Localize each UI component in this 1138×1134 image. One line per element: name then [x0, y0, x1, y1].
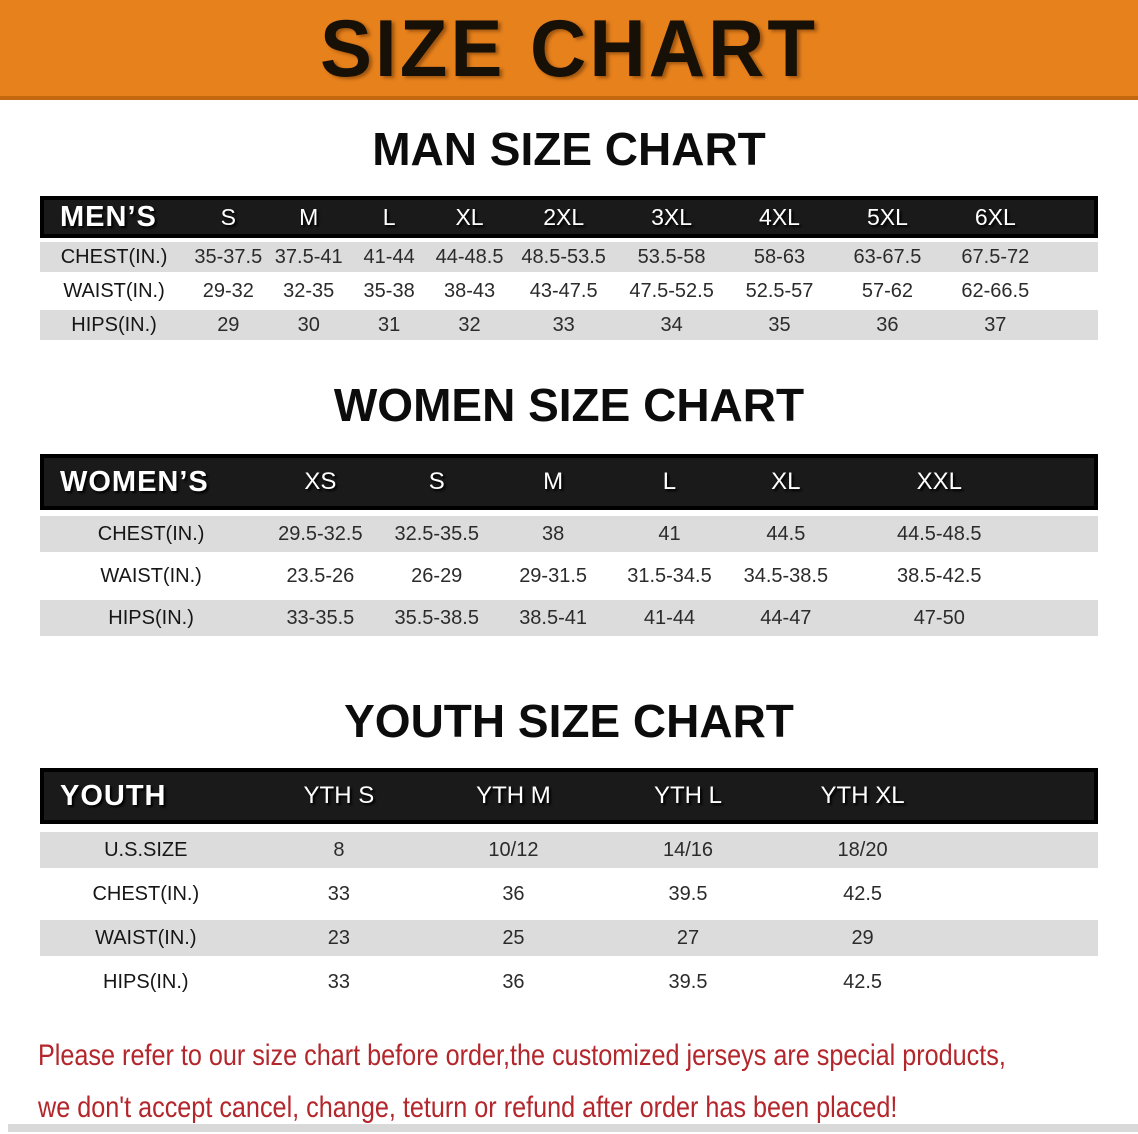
row-label: HIPS(IN.) — [40, 964, 252, 1000]
value-cell: 26-29 — [379, 558, 495, 594]
spacer-cell — [1034, 516, 1098, 552]
table-row — [40, 558, 1098, 594]
value-cell: 32.5-35.5 — [379, 516, 495, 552]
spacer-cell — [1049, 242, 1098, 272]
value-cell: 38.5-42.5 — [844, 558, 1034, 594]
women-header-row — [40, 454, 1098, 510]
spacer-cell — [1034, 454, 1098, 510]
value-cell: 18/20 — [775, 832, 950, 868]
col-header: 2XL — [510, 196, 618, 238]
value-cell: 33-35.5 — [262, 600, 378, 636]
col-header: 3XL — [618, 196, 726, 238]
value-cell: 35-38 — [349, 276, 429, 306]
value-cell: 23.5-26 — [262, 558, 378, 594]
value-cell: 63-67.5 — [833, 242, 941, 272]
spacer-cell — [950, 768, 1098, 824]
value-cell: 48.5-53.5 — [510, 242, 618, 272]
col-header: XS — [262, 454, 378, 510]
value-cell: 29 — [188, 310, 268, 340]
spacer-cell — [950, 876, 1098, 912]
value-cell: 27 — [601, 920, 776, 956]
value-cell: 23 — [252, 920, 427, 956]
women-section-heading: WOMEN SIZE CHART — [333, 379, 805, 431]
value-cell: 42.5 — [775, 876, 950, 912]
value-cell: 29-32 — [188, 276, 268, 306]
spacer-cell — [1049, 310, 1098, 340]
value-cell: 53.5-58 — [618, 242, 726, 272]
youth-size-table — [40, 760, 1098, 1008]
men-corner-label: MEN’S — [40, 196, 188, 238]
row-label: WAIST(IN.) — [40, 558, 262, 594]
value-cell: 25 — [426, 920, 601, 956]
col-header: YTH S — [252, 768, 427, 824]
value-cell: 29 — [775, 920, 950, 956]
table-row — [40, 832, 1098, 868]
row-label: WAIST(IN.) — [40, 920, 252, 956]
spacer-cell — [1034, 558, 1098, 594]
disclaimer-text — [38, 1030, 1006, 1134]
spacer-cell — [950, 964, 1098, 1000]
row-label: CHEST(IN.) — [40, 242, 188, 272]
value-cell: 14/16 — [601, 832, 776, 868]
value-cell: 33 — [252, 964, 427, 1000]
women-corner-label: WOMEN’S — [40, 454, 262, 510]
value-cell: 29.5-32.5 — [262, 516, 378, 552]
row-label: HIPS(IN.) — [40, 600, 262, 636]
value-cell: 36 — [833, 310, 941, 340]
value-cell: 62-66.5 — [941, 276, 1049, 306]
value-cell: 29-31.5 — [495, 558, 611, 594]
col-header: S — [379, 454, 495, 510]
value-cell: 31 — [349, 310, 429, 340]
value-cell: 47-50 — [844, 600, 1034, 636]
row-label: WAIST(IN.) — [40, 276, 188, 306]
spacer-cell — [1049, 276, 1098, 306]
col-header: YTH M — [426, 768, 601, 824]
value-cell: 38.5-41 — [495, 600, 611, 636]
disclaimer-line-2: we don't accept cancel, change, teturn or refund after order has been placed! — [38, 1091, 898, 1124]
value-cell: 36 — [426, 964, 601, 1000]
value-cell: 41-44 — [611, 600, 727, 636]
spacer-cell — [950, 920, 1098, 956]
value-cell: 47.5-52.5 — [618, 276, 726, 306]
value-cell: 41-44 — [349, 242, 429, 272]
value-cell: 34.5-38.5 — [728, 558, 844, 594]
row-label: U.S.SIZE — [40, 832, 252, 868]
value-cell: 44-47 — [728, 600, 844, 636]
value-cell: 37 — [941, 310, 1049, 340]
row-label: CHEST(IN.) — [40, 516, 262, 552]
col-header: L — [349, 196, 429, 238]
col-header: XXL — [844, 454, 1034, 510]
size-chart-banner — [0, 0, 1138, 100]
table-row — [40, 276, 1098, 306]
table-row — [40, 920, 1098, 956]
value-cell: 31.5-34.5 — [611, 558, 727, 594]
value-cell: 32 — [429, 310, 509, 340]
value-cell: 38-43 — [429, 276, 509, 306]
col-header: YTH L — [601, 768, 776, 824]
banner-title: SIZE CHART — [320, 1, 818, 94]
spacer-cell — [950, 832, 1098, 868]
bottom-edge-strip — [8, 1124, 1138, 1132]
value-cell: 10/12 — [426, 832, 601, 868]
disclaimer-line-1: Please refer to our size chart before order,the customized jerseys are special products, — [38, 1039, 1006, 1072]
value-cell: 33 — [252, 876, 427, 912]
value-cell: 39.5 — [601, 964, 776, 1000]
col-header: YTH XL — [775, 768, 950, 824]
value-cell: 30 — [269, 310, 349, 340]
row-label: CHEST(IN.) — [40, 876, 252, 912]
value-cell: 43-47.5 — [510, 276, 618, 306]
value-cell: 39.5 — [601, 876, 776, 912]
spacer-cell — [1034, 600, 1098, 636]
col-header: 6XL — [941, 196, 1049, 238]
col-header: S — [188, 196, 268, 238]
value-cell: 32-35 — [269, 276, 349, 306]
value-cell: 38 — [495, 516, 611, 552]
value-cell: 35-37.5 — [188, 242, 268, 272]
women-size-table — [40, 448, 1098, 642]
table-row — [40, 600, 1098, 636]
men-section-heading: MAN SIZE CHART — [372, 123, 766, 175]
table-row — [40, 310, 1098, 340]
value-cell: 67.5-72 — [941, 242, 1049, 272]
value-cell: 8 — [252, 832, 427, 868]
spacer-cell — [1049, 196, 1098, 238]
value-cell: 37.5-41 — [269, 242, 349, 272]
men-header-row — [40, 196, 1098, 238]
value-cell: 41 — [611, 516, 727, 552]
col-header: XL — [728, 454, 844, 510]
value-cell: 36 — [426, 876, 601, 912]
youth-corner-label: YOUTH — [40, 768, 252, 824]
col-header: 4XL — [726, 196, 834, 238]
men-size-table — [40, 192, 1098, 344]
value-cell: 44.5 — [728, 516, 844, 552]
value-cell: 44-48.5 — [429, 242, 509, 272]
value-cell: 34 — [618, 310, 726, 340]
table-row — [40, 964, 1098, 1000]
value-cell: 42.5 — [775, 964, 950, 1000]
value-cell: 52.5-57 — [726, 276, 834, 306]
table-row — [40, 516, 1098, 552]
value-cell: 33 — [510, 310, 618, 340]
value-cell: 58-63 — [726, 242, 834, 272]
col-header: 5XL — [833, 196, 941, 238]
col-header: M — [495, 454, 611, 510]
table-row — [40, 876, 1098, 912]
value-cell: 57-62 — [833, 276, 941, 306]
value-cell: 35.5-38.5 — [379, 600, 495, 636]
col-header: XL — [429, 196, 509, 238]
youth-header-row — [40, 768, 1098, 824]
value-cell: 35 — [726, 310, 834, 340]
col-header: M — [269, 196, 349, 238]
youth-section-heading: YOUTH SIZE CHART — [344, 695, 794, 747]
row-label: HIPS(IN.) — [40, 310, 188, 340]
table-row — [40, 242, 1098, 272]
value-cell: 44.5-48.5 — [844, 516, 1034, 552]
col-header: L — [611, 454, 727, 510]
